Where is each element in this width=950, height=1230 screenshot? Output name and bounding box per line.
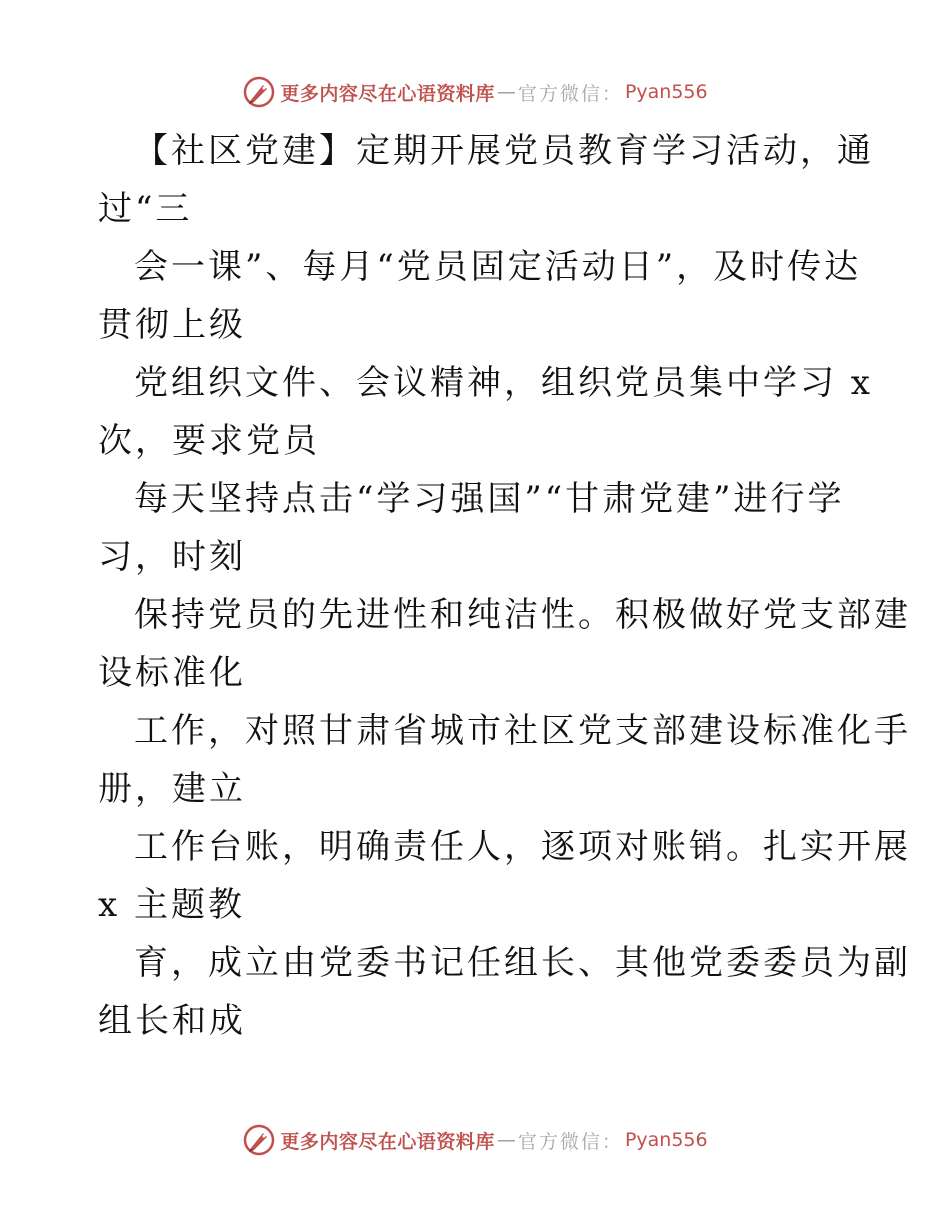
text-line: 过“三 <box>98 189 193 229</box>
page-footer-watermark <box>0 1120 950 1160</box>
text-line: 育，成立由党委书记任组长、其他党委委员为副 <box>134 943 911 983</box>
text-line: 次，要求党员 <box>98 421 320 461</box>
text-line: 党组织文件、会议精神，组织党员集中学习 x <box>134 363 873 403</box>
official-wechat-label: 官方微信： <box>517 82 623 105</box>
separator-dash: — <box>496 1129 516 1151</box>
wechat-id: Pyan556 <box>624 81 708 103</box>
pen-nib-circle-icon <box>242 1123 276 1157</box>
text-line: 会一课”、每月“党员固定活动日”，及时传达 <box>134 247 862 287</box>
text-line: 贯彻上级 <box>98 305 246 345</box>
text-line: 工作，对照甘肃省城市社区党支部建设标准化手 <box>134 711 911 751</box>
official-wechat-label: 官方微信： <box>517 1130 623 1153</box>
text-line: 保持党员的先进性和纯洁性。积极做好党支部建 <box>134 595 911 635</box>
wechat-id: Pyan556 <box>624 1129 708 1151</box>
brand-text: 更多内容尽在心语资料库 <box>280 82 495 105</box>
document-body <box>98 122 911 1050</box>
text-line: 每天坚持点击“学习强国”“甘肃党建”进行学 <box>134 479 845 519</box>
text-line: 册，建立 <box>98 769 246 809</box>
text-line: x 主题教 <box>98 885 245 925</box>
separator-dash: — <box>496 81 516 103</box>
text-line: 【社区党建】定期开展党员教育学习活动，通 <box>134 131 874 171</box>
text-line: 习，时刻 <box>98 537 246 577</box>
page-header-watermark <box>0 72 950 112</box>
text-line: 组长和成 <box>98 1001 246 1041</box>
brand-text: 更多内容尽在心语资料库 <box>280 1130 495 1153</box>
text-line: 工作台账，明确责任人，逐项对账销。扎实开展 <box>134 827 911 867</box>
pen-nib-circle-icon <box>242 75 276 109</box>
text-line: 设标准化 <box>98 653 246 693</box>
